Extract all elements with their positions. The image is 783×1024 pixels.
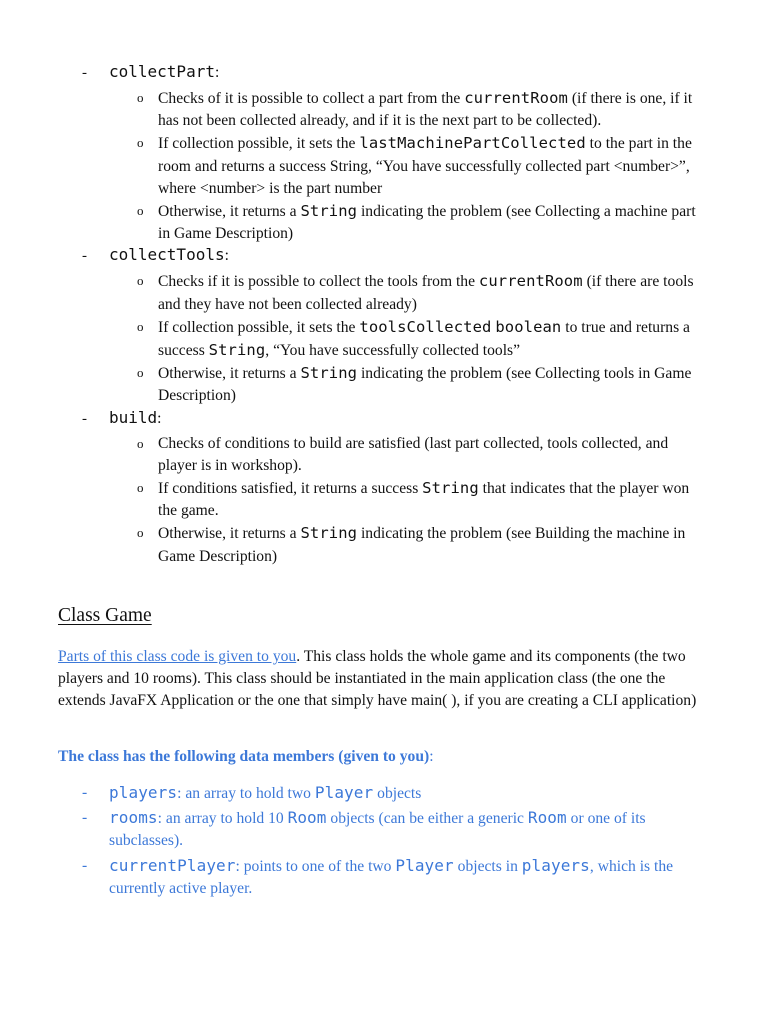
dash-bullet: -: [82, 410, 87, 427]
code-identifier: String: [300, 202, 358, 221]
list-item: [82, 316, 722, 362]
method-collecttools: [82, 245, 722, 407]
section-title: Class Game: [58, 605, 152, 626]
circle-bullet-icon: o: [137, 203, 144, 219]
code-identifier: rooms: [109, 808, 158, 828]
list-item: [82, 782, 712, 805]
text-run: or one of its subclasses).: [109, 810, 646, 850]
text-run: Otherwise, it returns a: [158, 365, 301, 383]
text-run: Checks of conditions to build are satisfied (last part collected, tools collected, and player is in workshop).: [158, 434, 669, 474]
text-run: (if there is one, if it has not been collected already, and if it is the next part to be collected).: [158, 90, 693, 130]
bullet-list: [82, 270, 722, 407]
text-run: objects (can be either a generic: [326, 810, 528, 828]
text-run: to the part in the room and returns a success String, “You have successfully collected part <number>”, where <number> is the part number: [158, 135, 692, 197]
circle-bullet-icon: o: [137, 525, 144, 541]
method-colon: :: [224, 247, 229, 265]
list-item: [82, 270, 722, 315]
method-list: [82, 62, 722, 568]
list-item: [82, 807, 712, 852]
text-run: objects in: [453, 857, 522, 875]
circle-bullet-icon: o: [137, 90, 144, 105]
member-text: [109, 855, 674, 897]
text-run: (if there are tools and they have not been collected already): [158, 273, 694, 313]
bullet-text: [158, 270, 708, 315]
list-item: [82, 362, 722, 407]
bullet-text: [158, 362, 708, 407]
text-run: : an array to hold two: [177, 785, 315, 802]
given-code-link[interactable]: Parts of this class code is given to you: [58, 648, 297, 665]
text-run: If collection possible, it sets the: [158, 318, 360, 336]
method-heading: [82, 62, 722, 87]
list-item: [82, 522, 722, 567]
text-run: Checks if it is possible to collect the tools from the: [158, 273, 479, 291]
circle-bullet-icon: o: [137, 365, 144, 381]
bullet-text: [158, 433, 708, 477]
member-text: [109, 810, 646, 849]
circle-bullet-icon: o: [137, 273, 144, 289]
code-identifier: boolean: [495, 317, 562, 336]
method-build: [82, 408, 722, 568]
code-identifier: String: [422, 479, 479, 498]
text-run: indicating the problem (see Collecting tools in Game Description): [158, 365, 692, 405]
intro-paragraph: [58, 646, 708, 713]
text-run: Otherwise, it returns a: [158, 525, 301, 543]
list-item: [82, 855, 712, 900]
method-collectpart: [82, 62, 722, 245]
code-identifier: players: [109, 783, 178, 802]
dash-bullet: -: [82, 856, 88, 874]
code-identifier: Player: [395, 855, 454, 875]
list-item: [82, 87, 722, 132]
text-run: , which is the currently active player.: [109, 857, 674, 897]
method-heading: [82, 245, 722, 270]
data-members-heading-text: The class has the following data members (given to you): [58, 748, 430, 765]
data-members-heading-colon: :: [429, 748, 434, 765]
text-run: to true and returns a success: [158, 318, 690, 360]
text-run: indicating the problem (see Building the machine in Game Description): [158, 525, 686, 565]
bullet-text: [158, 87, 708, 132]
list-item: [82, 433, 722, 477]
member-text: [109, 785, 421, 802]
code-identifier: Room: [527, 808, 567, 828]
bullet-text: [158, 316, 708, 362]
circle-bullet-icon: o: [137, 318, 144, 334]
code-identifier: currentRoom: [478, 272, 583, 291]
dash-bullet: -: [82, 784, 88, 801]
code-identifier: lastMachinePartCollected: [359, 134, 586, 153]
method-name: build: [109, 407, 158, 427]
method-colon: :: [214, 64, 220, 81]
data-members-list: [82, 782, 712, 902]
text-run: objects: [373, 785, 422, 802]
text-run: : points to one of the two: [235, 857, 396, 875]
circle-bullet-icon: o: [137, 435, 144, 451]
method-colon: :: [157, 409, 162, 427]
text-run: , “You have successfully collected tools”: [265, 342, 521, 360]
list-item: [82, 132, 722, 200]
dash-bullet: -: [82, 248, 87, 265]
intro-text: . This class holds the whole game and its components (the two players and 10 rooms). This class should be instantiated in the main application class (the one the extends JavaFX Application or the one that simply have main( ), if you are creating a CLI application): [58, 648, 697, 710]
list-item: [82, 200, 722, 245]
code-identifier: Player: [314, 783, 374, 802]
bullet-list: [82, 433, 722, 568]
text-run: If conditions satisfied, it returns a success: [158, 480, 423, 498]
code-identifier: String: [300, 524, 358, 543]
code-identifier: String: [208, 341, 266, 360]
text-run: that indicates that the player won the game.: [158, 480, 690, 520]
text-run: : an array to hold 10: [157, 810, 288, 828]
code-identifier: Room: [287, 808, 327, 828]
method-name: collectTools: [109, 245, 225, 265]
code-identifier: currentPlayer: [109, 855, 236, 875]
bullet-text: [158, 477, 708, 522]
method-heading: [82, 408, 722, 433]
bullet-text: [158, 522, 708, 567]
code-identifier: players: [521, 855, 590, 875]
bullet-text: [158, 200, 708, 245]
text-run: Otherwise, it returns a: [158, 203, 301, 221]
bullet-text: [158, 132, 708, 200]
dash-bullet: -: [82, 809, 88, 827]
code-identifier: currentRoom: [464, 89, 568, 107]
text-run: indicating the problem (see Collecting a machine part in Game Description): [158, 203, 696, 243]
text-run: If collection possible, it sets the: [158, 135, 360, 153]
dash-bullet: -: [82, 65, 87, 81]
data-members-heading: [58, 748, 434, 766]
code-identifier: String: [300, 364, 358, 383]
code-identifier: toolsCollected: [359, 317, 492, 336]
list-item: [82, 477, 722, 522]
method-name: collectPart: [109, 62, 215, 81]
text-run: Checks of it is possible to collect a part from the: [158, 90, 465, 107]
circle-bullet-icon: o: [137, 135, 144, 151]
bullet-list: [82, 87, 722, 245]
circle-bullet-icon: o: [137, 480, 144, 496]
